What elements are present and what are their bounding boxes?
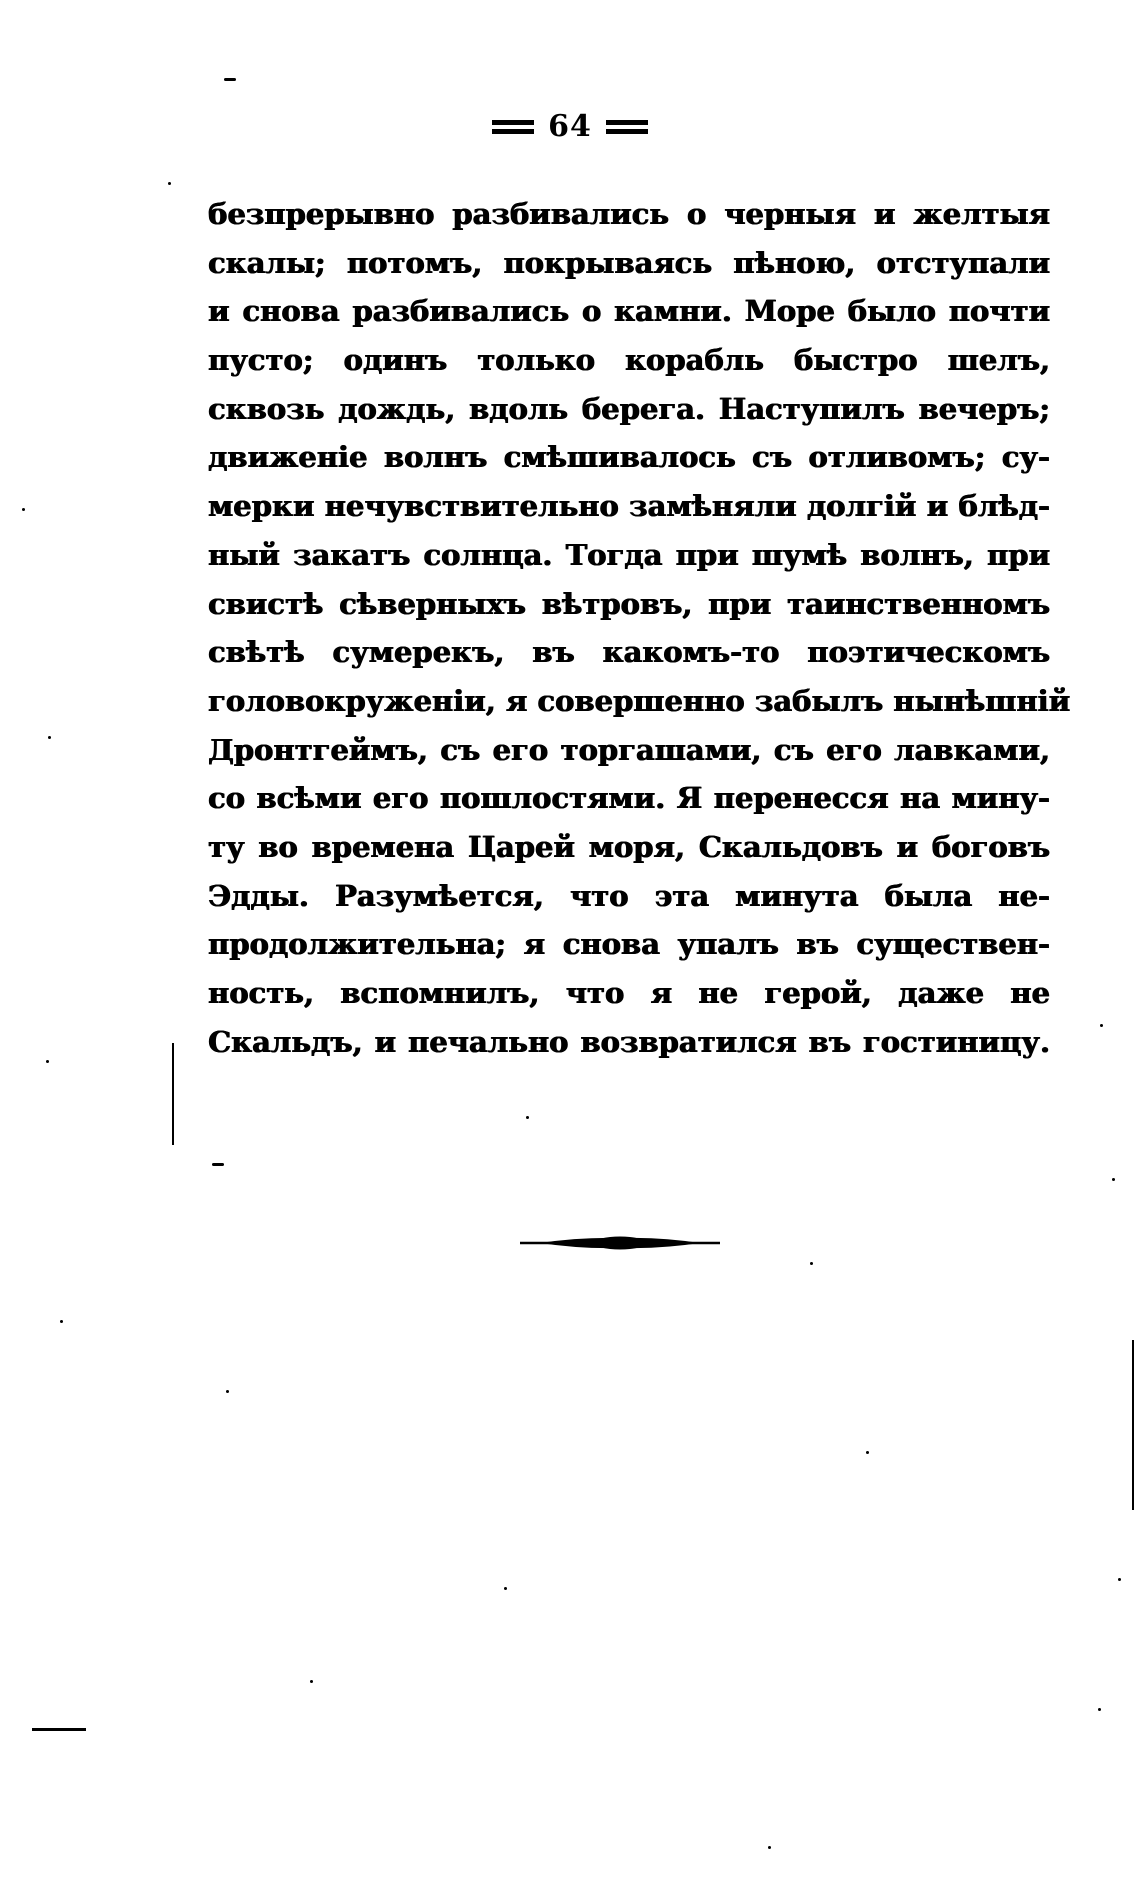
text-line: свѣтѣ сумерекъ, въ какомъ-то поэтическомъ [208,635,1050,670]
header-rule-right [606,120,648,134]
page-number: 64 [548,109,592,144]
text-line: безпрерывно разбивались о черныя и желтыя [208,197,1050,231]
text-line: и снова разбивались о камни. Море было почти [208,294,1050,329]
header-rule-left [492,120,534,134]
text-line: движеніе волнъ смѣшивалось съ отливомъ; су- [208,440,1050,475]
text-line: со всѣми его пошлостями. Я перенесся на мину- [208,781,1050,816]
text-line: пусто; одинъ только корабль быстро шелъ, [208,343,1050,378]
text-line: ту во времена Царей моря, Скальдовъ и боговъ [208,829,1050,864]
text-line: скалы; потомъ, покрываясь пѣною, отступали [208,245,1050,280]
text-line: продолжительна; я снова упалъ въ существен- [208,927,1050,962]
text-line: ность, вспомнилъ, что я не герой, даже не [208,976,1050,1010]
text-line: Скальдъ, и печально возвратился въ гостиницу. [208,1024,1050,1059]
body-text [208,190,1071,1066]
text-line: Эдды. Разумѣется, что эта минута была не- [208,878,1050,913]
margin-mark-right [1132,1340,1134,1510]
margin-mark-left [172,1043,174,1145]
text-line: сквозь дождь, вдоль берега. Наступилъ вечеръ; [208,391,1050,426]
end-ornament [520,1236,720,1250]
page-header [0,109,1140,144]
text-line: Дронтгеймъ, съ его торгашами, съ его лавками, [208,732,1050,767]
text-line: головокруженіи, я совершенно забылъ нынѣшній [208,683,1071,718]
text-line: мерки нечувствительно замѣняли долгій и блѣд- [208,489,1050,524]
text-line: ный закатъ солнца. Тогда при шумѣ волнъ, при [208,537,1050,572]
margin-mark-bottom-left [32,1728,86,1731]
text-line: свистѣ сѣверныхъ вѣтровъ, при таинственномъ [208,586,1050,621]
